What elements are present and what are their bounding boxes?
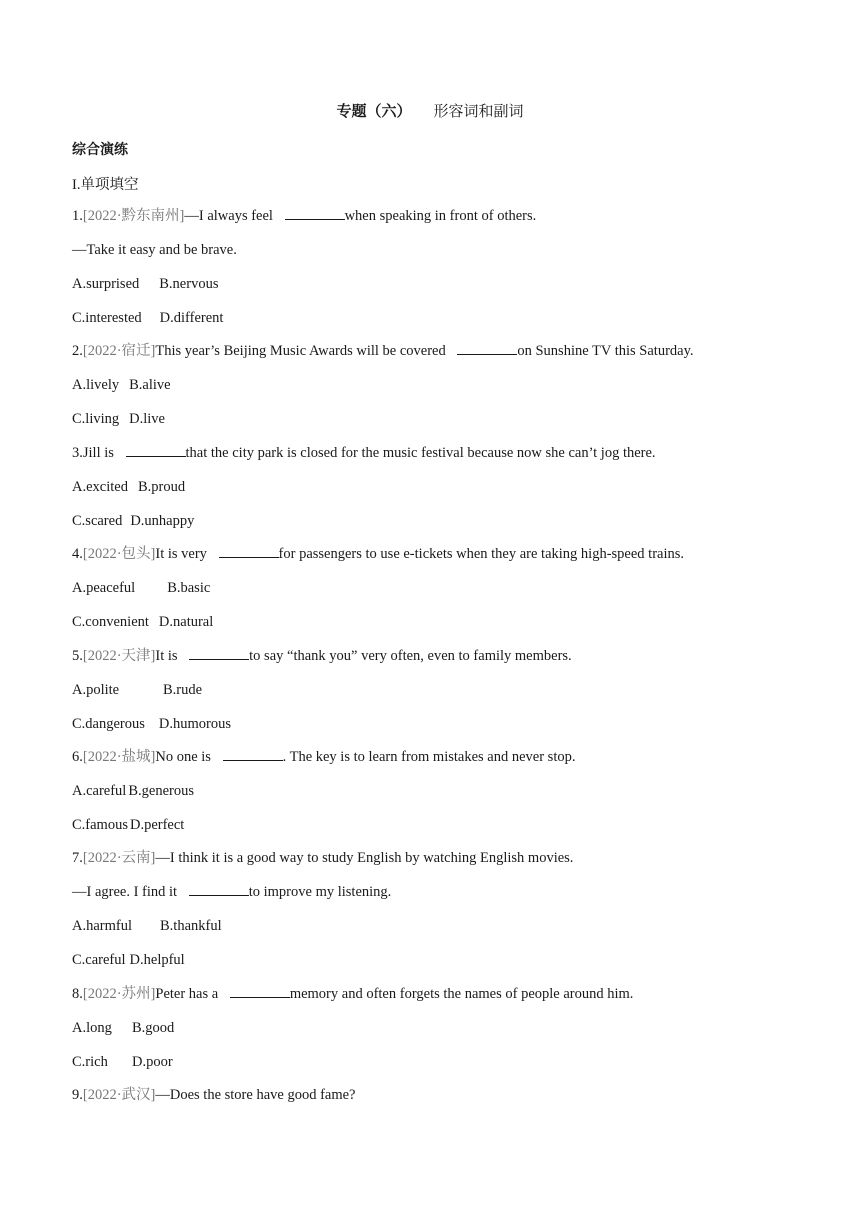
question-8-options-cd [72, 1052, 173, 1072]
question-stem: This year’s Beijing Music Awards will be covered [155, 343, 450, 359]
question-1-options-ab [72, 274, 218, 294]
answer-blank [223, 747, 283, 761]
answer-blank [189, 882, 249, 896]
question-stem-tail: to say “thank you” very often, even to family members. [249, 648, 572, 664]
option-a: A.harmful [72, 918, 132, 934]
question-number: 5. [72, 648, 83, 664]
option-c: C.rich [72, 1054, 108, 1070]
question-number: 4. [72, 546, 83, 562]
option-d: D.live [129, 411, 165, 427]
question-5-options-cd [72, 714, 231, 734]
option-c: C.convenient [72, 614, 149, 630]
option-d: D.helpful [129, 952, 185, 968]
question-6-options-cd [72, 815, 184, 835]
option-b: B.good [132, 1020, 175, 1036]
question-7 [72, 848, 573, 868]
option-c: C.interested [72, 310, 142, 326]
option-a: A.lively [72, 377, 120, 393]
answer-blank [126, 443, 186, 457]
question-number: 7. [72, 850, 83, 866]
option-b: B.nervous [159, 276, 219, 292]
question-1 [72, 206, 536, 226]
question-source: [2022·包头] [82, 546, 156, 562]
answer-blank [457, 341, 517, 355]
question-number: 8. [72, 986, 83, 1002]
reply-stem: —I agree. I find it [72, 884, 181, 900]
option-a: A.surprised [72, 276, 140, 292]
answer-blank [219, 544, 279, 558]
option-d: D.unhappy [130, 513, 195, 529]
question-stem: —Does the store have good fame? [155, 1087, 356, 1103]
question-stem: It is [155, 648, 182, 664]
question-3-options-cd [72, 511, 194, 531]
answer-blank [230, 984, 290, 998]
question-4-options-cd [72, 612, 213, 632]
option-c: C.scared [72, 513, 123, 529]
question-1-reply: —Take it easy and be brave. [72, 242, 237, 258]
question-number: 1. [72, 208, 83, 224]
answer-blank [285, 206, 345, 220]
option-d: D.natural [158, 614, 214, 630]
question-2 [72, 341, 694, 361]
option-b: B.alive [129, 377, 171, 393]
question-3-options-ab [72, 477, 185, 497]
question-stem: —I always feel [184, 208, 277, 224]
question-7-reply [72, 882, 391, 902]
question-number: 6. [72, 749, 83, 765]
question-2-options-ab [72, 375, 171, 395]
question-stem-tail: that the city park is closed for the music festival because now she can’t jog there. [185, 445, 656, 461]
option-a: A.peaceful [72, 580, 136, 596]
question-2-options-cd [72, 409, 165, 429]
question-stem-tail: for passengers to use e-tickets when they are taking high-speed trains. [278, 546, 685, 562]
question-5-options-ab [72, 680, 202, 700]
option-c: C.careful [72, 952, 126, 968]
option-a: A.long [72, 1020, 112, 1036]
question-4 [72, 544, 684, 564]
question-source: [2022·云南] [82, 850, 156, 866]
option-b: B.generous [128, 783, 194, 799]
option-a: A.excited [72, 479, 128, 495]
question-source: [2022·宿迁] [82, 343, 156, 359]
option-b: B.proud [137, 479, 186, 495]
question-4-options-ab [72, 578, 210, 598]
title-sub: 形容词和副词 [433, 102, 524, 120]
option-c: C.dangerous [72, 716, 145, 732]
page-title [0, 100, 860, 121]
part-heading: I.单项填空 [72, 177, 139, 193]
option-c: C.famous [72, 817, 128, 833]
question-number: 3. [72, 445, 83, 461]
section-heading: 综合演练 [72, 142, 128, 158]
option-a: A.polite [72, 682, 120, 698]
option-b: B.thankful [160, 918, 222, 934]
question-8-options-ab [72, 1018, 174, 1038]
question-stem-tail: when speaking in front of others. [344, 208, 537, 224]
option-c: C.living [72, 411, 120, 427]
question-source: [2022·天津] [82, 648, 156, 664]
question-source: [2022·黔东南州] [82, 208, 185, 224]
option-d: D.humorous [158, 716, 231, 732]
title-main: 专题（六） [336, 102, 412, 120]
question-1-options-cd [72, 308, 223, 328]
question-source: [2022·苏州] [82, 986, 156, 1002]
question-source: [2022·武汉] [82, 1087, 156, 1103]
question-stem: —I think it is a good way to study English by watching English movies. [155, 850, 574, 866]
question-3 [72, 443, 656, 463]
question-7-options-cd [72, 950, 185, 970]
question-stem: Jill is [82, 445, 118, 461]
question-stem: It is very [155, 546, 211, 562]
option-d: D.different [159, 310, 224, 326]
question-stem-tail: memory and often forgets the names of people around him. [289, 986, 634, 1002]
question-5 [72, 646, 572, 666]
question-6-options-ab [72, 781, 194, 801]
question-7-options-ab [72, 916, 222, 936]
question-stem: Peter has a [155, 986, 222, 1002]
option-d: D.perfect [129, 817, 185, 833]
question-9 [72, 1085, 356, 1105]
reply-stem-tail: to improve my listening. [248, 884, 392, 900]
answer-blank [189, 646, 249, 660]
question-stem-tail: . The key is to learn from mistakes and never stop. [282, 749, 576, 765]
question-number: 9. [72, 1087, 83, 1103]
question-6 [72, 747, 575, 767]
option-a: A.careful [72, 783, 127, 799]
question-8 [72, 984, 633, 1004]
option-d: D.poor [132, 1054, 173, 1070]
option-b: B.basic [167, 580, 211, 596]
option-b: B.rude [163, 682, 203, 698]
question-stem-tail: on Sunshine TV this Saturday. [517, 343, 694, 359]
question-source: [2022·盐城] [82, 749, 156, 765]
question-stem: No one is [155, 749, 215, 765]
question-number: 2. [72, 343, 83, 359]
